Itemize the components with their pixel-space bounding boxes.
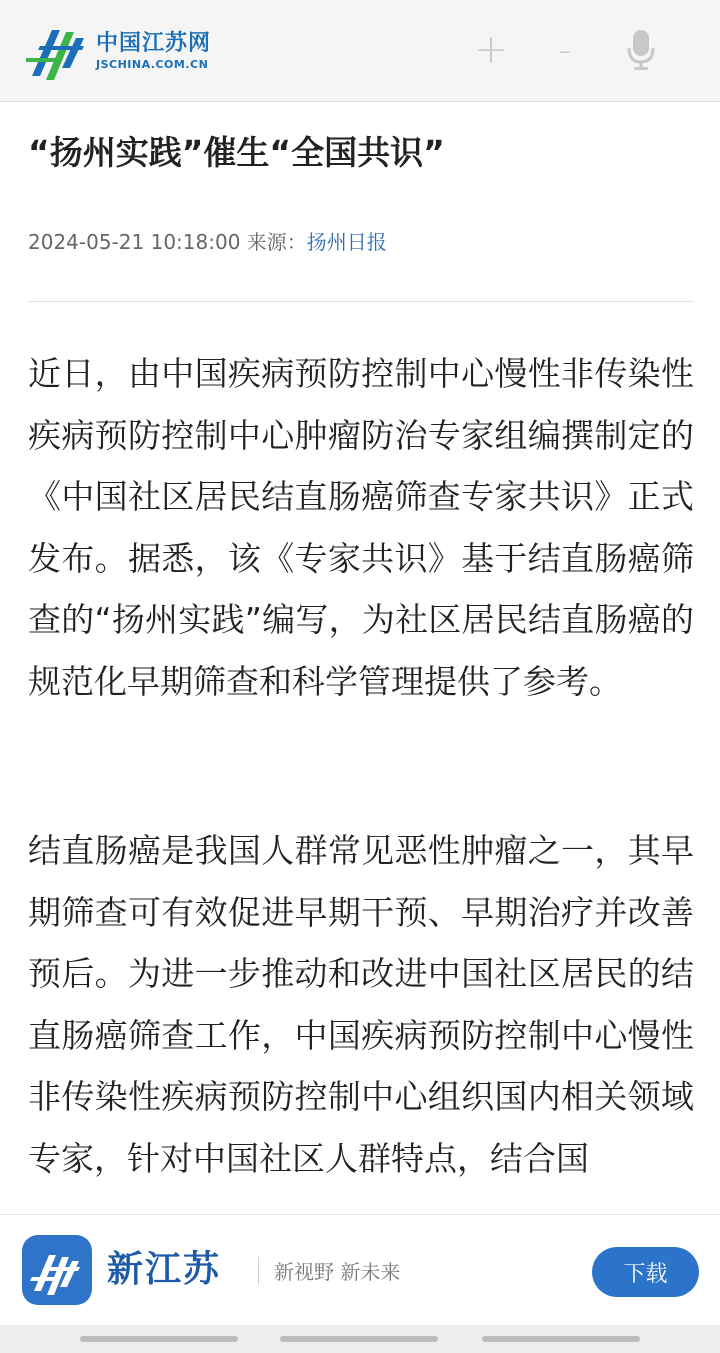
zoom-in-button[interactable]: + [474, 27, 508, 73]
microphone-icon[interactable] [616, 22, 666, 78]
meta-divider [28, 301, 694, 302]
article-datetime: 2024-05-21 10:18:00 [28, 230, 241, 254]
banner-divider [258, 1257, 259, 1285]
article-meta [28, 228, 387, 256]
article-paragraph: 近日，由中国疾病预防控制中心慢性非传染性疾病预防控制中心肿瘤防治专家组编撰制定的《中国社区居民结直肠癌筛查专家共识》正式发布。据悉，该《专家共识》基于结直肠癌筛查的“扬州实践”编写，为社区居民结直肠癌的规范化早期筛查和科学管理提供了参考。 [28, 354, 694, 701]
download-button[interactable]: 下载 [592, 1247, 699, 1297]
site-logo-text[interactable] [96, 30, 211, 72]
nav-handle-right[interactable] [482, 1336, 640, 1342]
source-link[interactable]: 扬州日报 [306, 230, 387, 254]
nav-handle-left[interactable] [80, 1336, 238, 1342]
site-header [0, 0, 720, 102]
logo-domain: JSCHINA.COM.CN [96, 58, 209, 71]
system-nav-bar [0, 1325, 720, 1353]
jschina-logo-icon[interactable] [26, 18, 90, 86]
logo-chinese-name: 中国江苏网 [96, 31, 212, 56]
article-paragraph: 结直肠癌是我国人群常见恶性肿瘤之一，其早期筛查可有效促进早期干预、早期治疗并改善预后。为进一步推动和改进中国社区居民的结直肠癌筛查工作，中国疾病预防控制中心慢性非传染性疾病预防控制中心组织国内相关领域专家，针对中国社区人群特点，结合国 [28, 831, 694, 1178]
source-label: 来源： [246, 230, 307, 254]
zoom-out-button[interactable]: - [558, 29, 572, 71]
app-name[interactable]: 新江苏 [107, 1249, 222, 1290]
app-download-banner [0, 1214, 720, 1325]
article-title: “扬州实践”催生“全国共识” [28, 133, 445, 172]
app-slogan: 新视野 新未来 [274, 1260, 401, 1284]
xinjiangsu-app-icon[interactable] [22, 1235, 92, 1305]
nav-handle-center[interactable] [280, 1336, 438, 1342]
